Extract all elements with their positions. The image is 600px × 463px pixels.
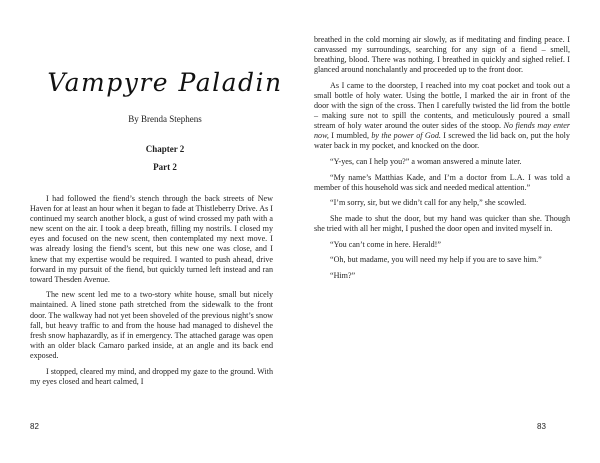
page-number-right: 83	[537, 422, 546, 431]
paragraph-text: I mumbled,	[328, 131, 372, 141]
paragraph: I had followed the fiend’s stench through the back streets of New Haven for at least an hour when it began to fade at Thistleberry Drive. As I continued my search another block, a gust of wind crossed my path with a new scent on the air. I took a deep breath, filling my nostrils. I closed my eyes and focused on the new scent, then contemplated my next move. I was already losing the fiend’s scent, but this new one was close, and I knew that my expertise would be required. I wanted to push ahead, drive forward in my pursuit of the fiend, but quickly turned left instead and ran toward Thesden Avenue.	[30, 194, 273, 284]
paragraph: I stopped, cleared my mind, and dropped my gaze to the ground. With my eyes closed and heart calmed, I	[30, 366, 273, 386]
page-number-left: 82	[30, 422, 39, 431]
paragraph: “I’m sorry, sir, but we didn’t call for any help,” she scowled.	[330, 198, 527, 208]
right-page	[300, 0, 600, 463]
paragraph: “My name’s Matthias Kade, and I’m a doctor from L.A. I was told a member of this household was sick and needed medical attention.”	[314, 172, 570, 192]
book-title: Vampyre Paladin	[47, 68, 283, 97]
right-page-body	[314, 35, 570, 286]
left-page-body	[30, 194, 273, 392]
author-byline: By Brenda Stephens	[128, 114, 202, 124]
paragraph: “Oh, but madame, you will need my help if you are to save him.”	[330, 255, 542, 265]
paragraph: “Y-yes, can I help you?” a woman answered a minute later.	[330, 157, 522, 167]
paragraph: She made to shut the door, but my hand was quicker than she. Though she tried with all her might, I pushed the door open and invited myself in.	[314, 213, 570, 233]
paragraph	[314, 81, 570, 152]
italic-text: No fiends may enter now,	[314, 121, 570, 141]
paragraph-text: As I came to the doorstep, I reached into my coat pocket and took out a small bottle of holy water. Using the bottle, I marked the air in front of the door with the sign of the cross. Then I carefully twisted the lid from the bottle – making sure not to spill the contents, and meticulously poured a small stream of holy water around the outer sides of the stoop.	[314, 80, 570, 131]
paragraph-text: I screwed the lid back on, put the holy water back in my pocket, and knocked on the door.	[314, 131, 570, 151]
paragraph: “You can’t come in here. Herald!”	[330, 239, 441, 249]
part-heading: Part 2	[153, 162, 177, 172]
paragraph: The new scent led me to a two-story white house, small but nicely maintained. A lined stone path stretched from the sidewalk to the front door. The walkway had not yet been shoveled of the previous night’s snow fall, but heavy traffic to and from the house had managed to dishevel the fresh snow haphazardly, as if in emergency. The attached garage was open with an older black Camaro parked inside, at an angle and its back end exposed.	[30, 290, 273, 360]
paragraph: “Him?”	[330, 270, 356, 280]
chapter-heading: Chapter 2	[145, 144, 185, 154]
paragraph: breathed in the cold morning air slowly, as if meditating and finding peace. I canvassed my surroundings, searching for any sign of a fiend – smell, breathing, blood. There was nothing. I breathed in quickly and sighed relief. I glanced around nonchalantly and proceeded up to the front door.	[314, 35, 570, 75]
italic-text: by the power of God.	[371, 131, 441, 141]
